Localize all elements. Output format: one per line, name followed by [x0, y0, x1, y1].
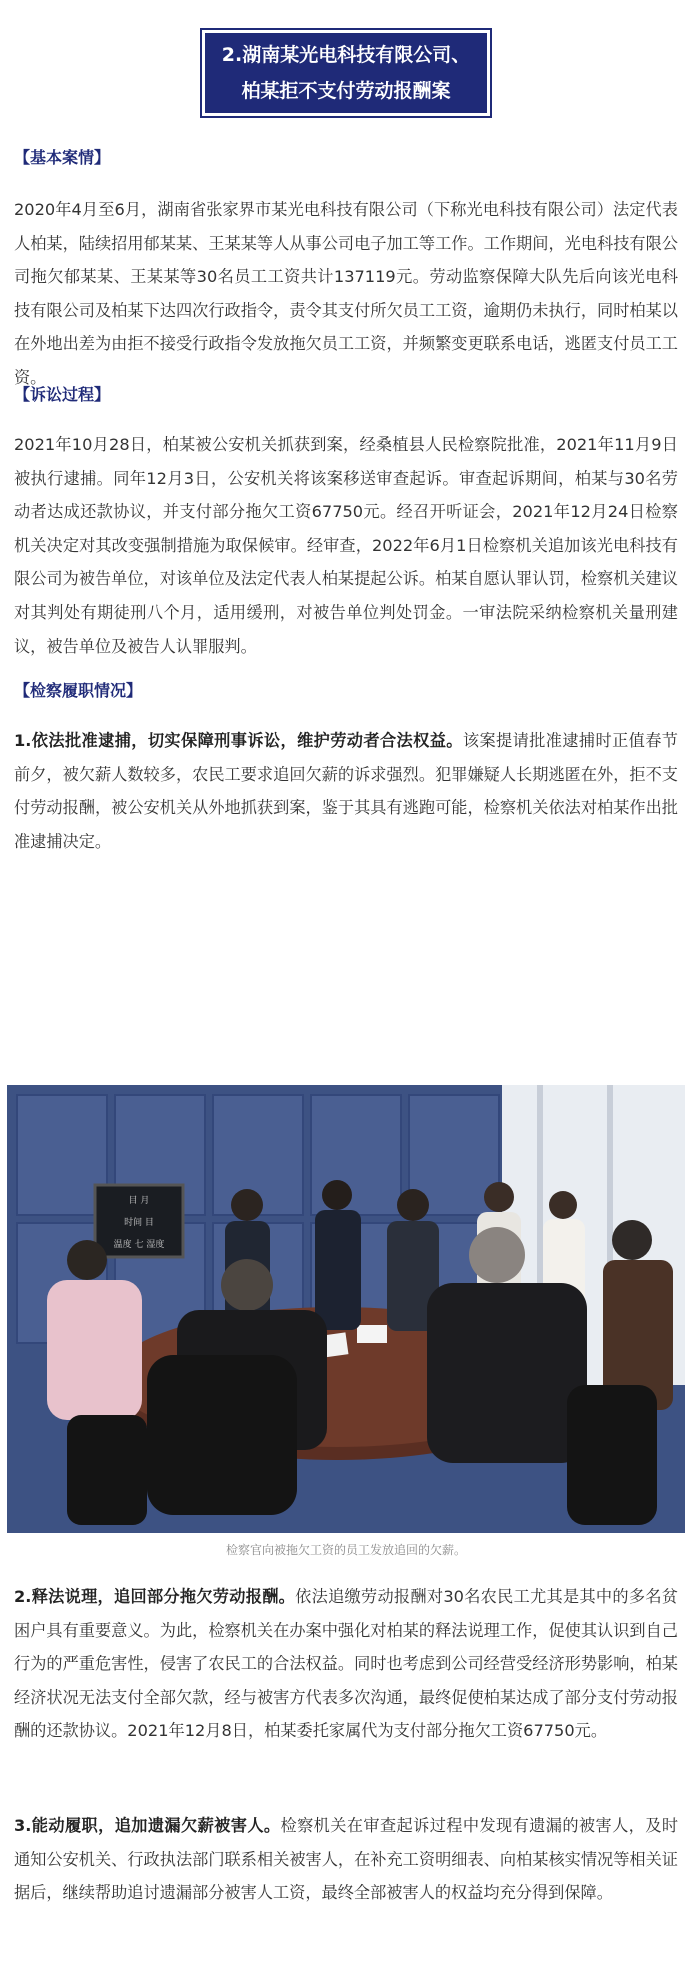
title-banner	[205, 33, 487, 113]
title-line-2: 柏某拒不支付劳动报酬案	[241, 80, 451, 102]
title-line-1: 2.湖南某光电科技有限公司、	[221, 44, 471, 66]
duty-item-3-lead: 3.能动履职，追加遗漏欠薪被害人。	[14, 1816, 281, 1835]
litigation-heading: 【诉讼过程】	[14, 385, 111, 404]
photo-caption: 检察官向被拖欠工资的员工发放追回的欠薪。	[225, 1543, 466, 1557]
duty-item-2-lead: 2.释法说理，追回部分拖欠劳动报酬。	[14, 1587, 296, 1606]
duty-item-2-text: 依法追缴劳动报酬对30名农民工尤其是其中的多名贫困户具有重要意义。为此，检察机关在办案中强化对柏某的释法说理工作，促使其认识到自己行为的严重危害性，侵害了农民工的合法权益。同时也考虑到公司经营受经济形势影响，柏某经济状况无法支付全部欠款，经与被害方代表多次沟通，最终促使柏某达成了部分支付劳动报酬的还款协议。2021年12月8日，柏某委托家属代为支付部分拖欠工资67750元。	[14, 1587, 678, 1741]
board-row-3: 温度 七 湿度	[113, 1240, 165, 1250]
board-row-1: 目 月	[128, 1196, 150, 1206]
board-row-2: 时间 目	[124, 1218, 154, 1228]
basic-facts-paragraph: 2020年4月至6月，湖南省张家界市某光电科技有限公司（下称光电科技有限公司）法定代表人柏某，陆续招用郁某某、王某某等人从事公司电子加工等工作。工作期间，光电科技有限公司拖欠郁某某、王某某等30名员工工资共计137119元。劳动监察保障大队先后向该光电科技有限公司及柏某下达四次行政指令，责令其支付所欠员工工资，逾期仍未执行，同时柏某以在外地出差为由拒不接受行政指令发放拖欠员工工资，并频繁变更联系电话，逃匿支付员工工资。	[14, 200, 678, 387]
prosecution-duty-heading: 【检察履职情况】	[14, 681, 143, 700]
duty-item-2	[14, 1580, 678, 1748]
title-box	[200, 28, 492, 118]
meeting-photo-illustration	[7, 1085, 685, 1533]
basic-facts-heading: 【基本案情】	[14, 148, 111, 167]
duty-item-3-text: 检察机关在审查起诉过程中发现有遗漏的被害人，及时通知公安机关、行政执法部门联系相关被害人，在补充工资明细表、向柏某核实情况等相关证据后，继续帮助追讨遗漏部分被害人工资，最终全部被害人的权益均充分得到保障。	[14, 1816, 679, 1903]
duty-item-1-lead: 1.依法批准逮捕，切实保障刑事诉讼，维护劳动者合法权益。	[14, 731, 463, 750]
meeting-photo	[7, 1085, 685, 1533]
duty-item-1-text: 该案提请批准逮捕时正值春节前夕，被欠薪人数较多，农民工要求追回欠薪的诉求强烈。犯罪嫌疑人长期逃匿在外，拒不支付劳动报酬，被公安机关从外地抓获到案，鉴于其具有逃跑可能，检察机关依法对柏某作出批准逮捕决定。	[14, 731, 678, 851]
litigation-paragraph: 2021年10月28日，柏某被公安机关抓获到案，经桑植县人民检察院批准，2021年11月9日被执行逮捕。同年12月3日，公安机关将该案移送审查起诉。审查起诉期间，柏某与30名劳动者达成还款协议，并支付部分拖欠工资67750元。经召开听证会，2021年12月24日检察机关决定对其改变强制措施为取保候审。经审查，2022年6月1日检察机关追加该光电科技有限公司为被告单位，对该单位及法定代表人柏某提起公诉。柏某自愿认罪认罚，检察机关建议对其判处有期徒刑八个月，适用缓刑，对被告单位判处罚金。一审法院采纳检察机关量刑建议，被告单位及被告人认罪服判。	[14, 435, 678, 656]
duty-item-1	[14, 724, 678, 858]
duty-item-3	[14, 1809, 678, 1910]
